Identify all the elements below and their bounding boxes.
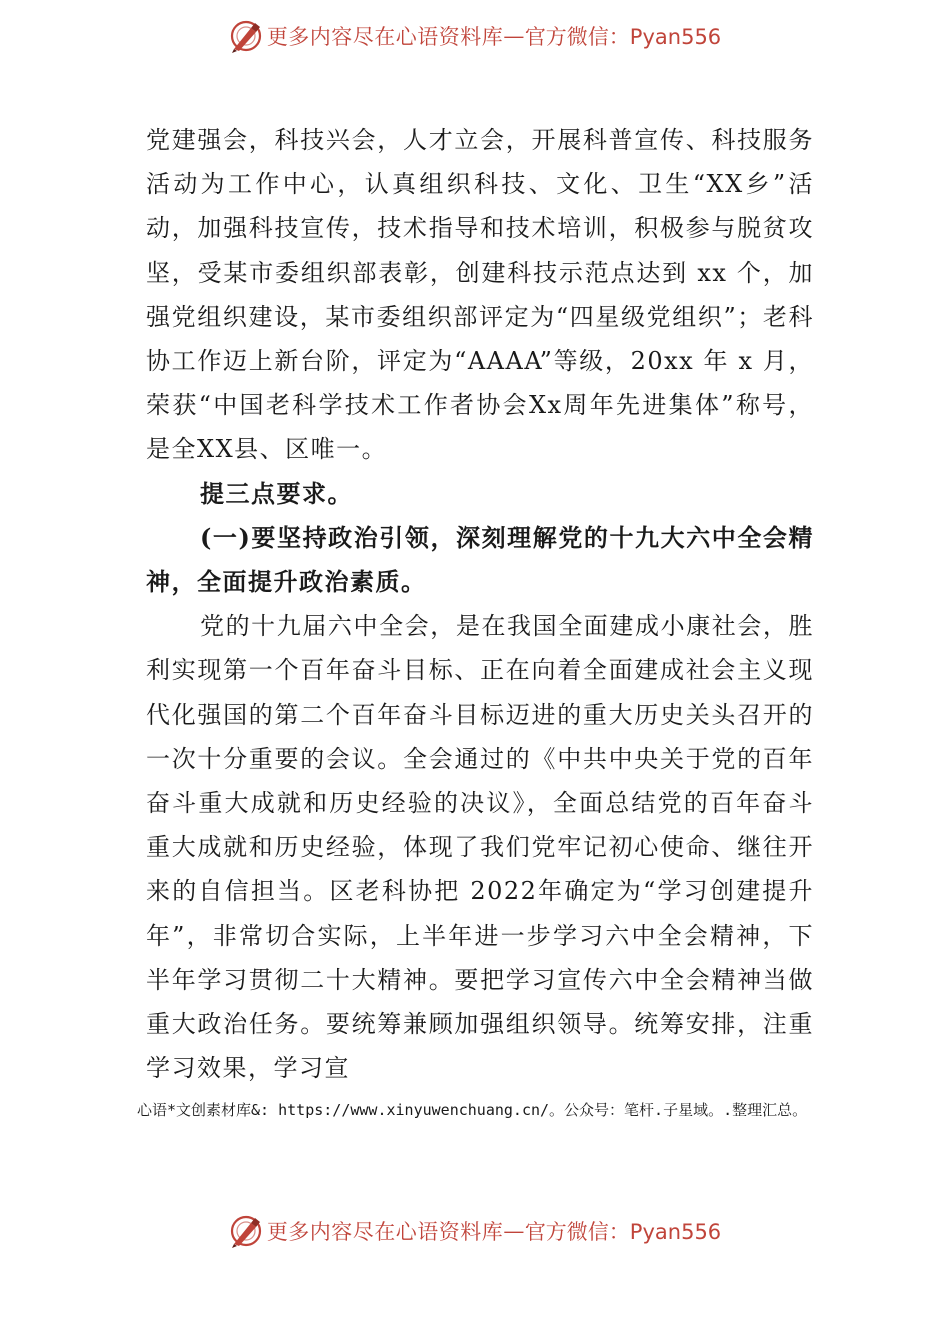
- paragraph-plenary-session: 党的十九届六中全会，是在我国全面建成小康社会，胜利实现第一个百年奋斗目标、正在向着全面建成社会主义现代化强国的第二个百年奋斗目标迈进的重大历史关头召开的一次十分重要的会议。全会通过的《中共中央关于党的百年奋斗重大成就和历史经验的决议》，全面总结党的百年奋斗重大成就和历史经验，体现了我们党牢记初心使命、继往开来的自信担当。区老科协把 2022年确定为“学习创建提升年”，非常切合实际，上半年进一步学习六中全会精神，下半年学习贯彻二十大精神。要把学习宣传六中全会精神当做重大政治任务。要统筹兼顾加强组织领导。统筹安排，注重学习效果，学习宣: [146, 612, 814, 1083]
- banner-wechat-id: 官方微信：Pyan556: [524, 1220, 722, 1244]
- pen-logo-icon: [229, 1214, 263, 1248]
- banner-separator: —: [503, 1219, 525, 1243]
- section-heading: 提三点要求。: [200, 479, 353, 508]
- watermark-banner-top: [0, 16, 950, 56]
- banner-title: 更多内容尽在心语资料库: [266, 25, 504, 49]
- watermark-banner-bottom: [0, 1211, 950, 1251]
- subsection-heading: (一)要坚持政治引领，深刻理解党的十九大六中全会精神，全面提升政治素质。: [146, 522, 814, 597]
- banner-separator: —: [503, 24, 525, 48]
- source-footnote: 心语*文创素材库&: https://www.xinyuwenchuang.cn/。公众号：笔杆.子星域。.整理汇总。: [137, 1101, 808, 1119]
- banner-title: 更多内容尽在心语资料库: [266, 1220, 504, 1244]
- banner-wechat-id: 官方微信：Pyan556: [524, 25, 722, 49]
- pen-logo-icon: [229, 19, 263, 53]
- document-body: [146, 118, 814, 1090]
- paragraph-achievements: 党建强会，科技兴会，人才立会，开展科普宣传、科技服务活动为工作中心，认真组织科技、文化、卫生“XX乡”活动，加强科技宣传，技术指导和技术培训，积极参与脱贫攻坚，受某市委组织部表彰，创建科技示范点达到 xx 个，加强党组织建设，某市委组织部评定为“四星级党组织”；老科协工作迈上新台阶，评定为“AAAA”等级，20xx 年 x 月，荣获“中国老科学技术工作者协会Xx周年先进集体”称号，是全XX县、区唯一。: [146, 126, 814, 464]
